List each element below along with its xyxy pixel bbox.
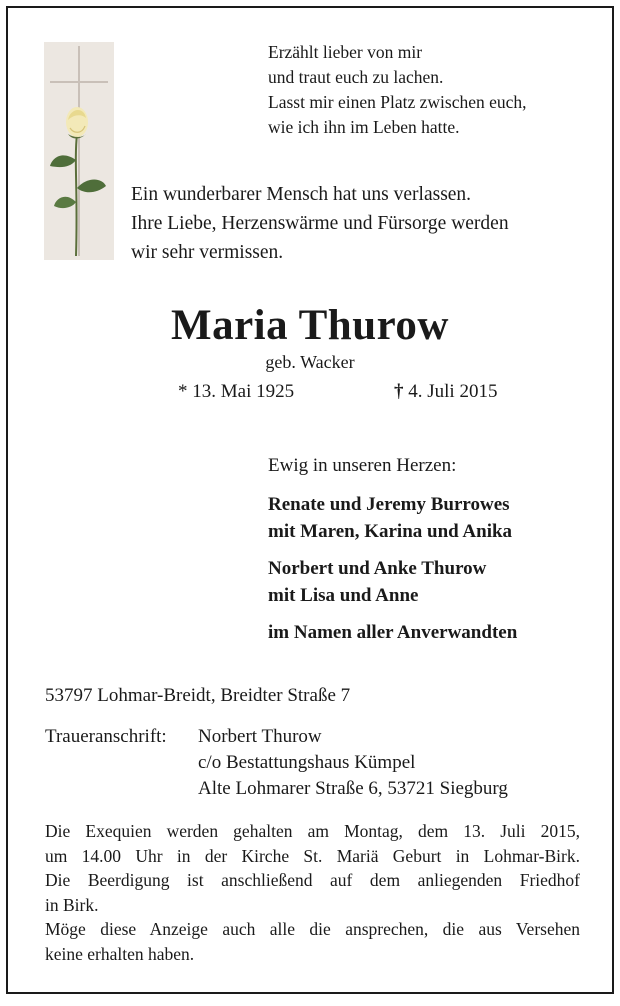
poem-line: wie ich ihn im Leben hatte. [268, 117, 460, 137]
mourner-group [268, 555, 486, 609]
relatives-line: im Namen aller Anverwandten [268, 622, 518, 643]
birth-symbol: * [178, 381, 188, 402]
rose-cross-image [44, 42, 114, 260]
mourning-address [198, 724, 508, 802]
funeral-details-line: keine erhalten haben. [45, 943, 195, 964]
obituary-notice [6, 6, 614, 994]
funeral-details-line: Die Exequien werden gehalten am Montag, dem 13. Juli 2015, [45, 821, 580, 841]
mourner-group [268, 491, 512, 545]
poem-line: Lasst mir einen Platz zwischen euch, [268, 92, 527, 112]
funeral-details-line: um 14.00 Uhr in der Kirche St. Mariä Geburt in Lohmar-Birk. [45, 845, 580, 866]
mourner-line: mit Lisa und Anne [268, 585, 419, 606]
poem-line: Erzählt lieber von mir [268, 42, 423, 62]
funeral-details [45, 819, 580, 966]
mourning-address-line: c/o Bestattungshaus Kümpel [198, 752, 416, 773]
mourning-address-line: Norbert Thurow [198, 726, 322, 747]
intro-text [131, 180, 509, 267]
poem [268, 40, 527, 140]
mourning-address-line: Alte Lohmarer Straße 6, 53721 Siegburg [198, 778, 508, 799]
mourner-line: mit Maren, Karina und Anika [268, 521, 513, 542]
deceased-name: Maria Thurow [171, 302, 449, 349]
home-address: 53797 Lohmar-Breidt, Breidter Straße 7 [45, 685, 351, 706]
poem-line: und traut euch zu lachen. [268, 67, 444, 87]
birth-name: geb. Wacker [265, 352, 355, 372]
funeral-details-line: in Birk. [45, 894, 99, 915]
death-date-text: 4. Juli 2015 [408, 381, 498, 402]
intro-line: Ein wunderbarer Mensch hat uns verlassen. [131, 184, 472, 205]
mourner-line: Norbert und Anke Thurow [268, 558, 487, 579]
mourning-address-label: Traueranschrift: [45, 726, 167, 747]
birth-date [178, 379, 294, 405]
funeral-details-line: Möge diese Anzeige auch alle die ansprechen, die aus Versehen [45, 919, 580, 939]
cross-icon: † [394, 381, 404, 402]
intro-line: wir sehr vermissen. [131, 242, 284, 263]
mourner-line: Renate und Jeremy Burrowes [268, 494, 510, 515]
birth-date-text: 13. Mai 1925 [192, 381, 295, 402]
funeral-details-line: Die Beerdigung ist anschließend auf dem anliegenden Friedhof [45, 870, 580, 890]
intro-line: Ihre Liebe, Herzenswärme und Fürsorge werden [131, 213, 509, 234]
mourners-intro: Ewig in unseren Herzen: [268, 455, 457, 476]
death-date [394, 379, 497, 405]
rose-icon [44, 42, 114, 260]
